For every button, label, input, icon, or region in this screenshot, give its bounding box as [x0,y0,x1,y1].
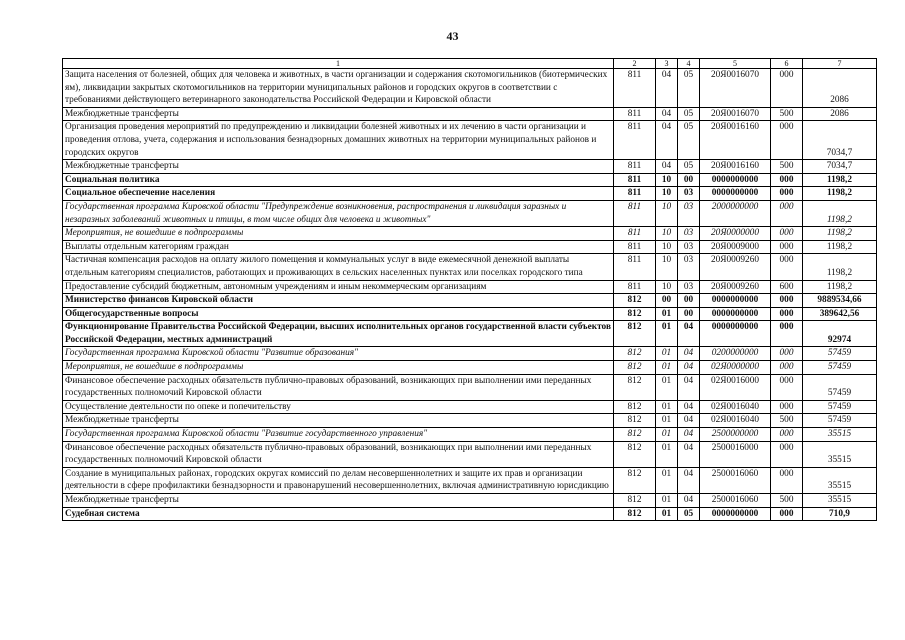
row-amount-cell: 1198,2 [803,254,877,280]
row-section-cell: 01 [656,428,678,442]
row-subsection-cell: 05 [678,107,700,121]
row-ved-cell: 812 [614,400,656,414]
table-row [63,428,877,442]
header-cell: 4 [678,59,700,69]
row-expense-type-cell: 000 [771,428,803,442]
row-section-cell: 01 [656,414,678,428]
header-cell: 5 [700,59,771,69]
row-amount-cell: 710,9 [803,507,877,521]
row-target-article-cell: 0000000000 [700,294,771,308]
row-amount-cell: 7034,7 [803,121,877,160]
row-name-cell: Защита населения от болезней, общих для человека и животных, в части организации и содержания скотомогильников (биотермических ям), ликвидации закрытых скотомогильников на территории муниципальных районов и городских округов в соответствии с требованиями действующего ветеринарного законодательства Российской Федерации и Кировской области [63,69,614,108]
row-expense-type-cell: 000 [771,467,803,493]
table-row [63,121,877,160]
row-amount-cell: 7034,7 [803,160,877,174]
row-amount-cell: 1198,2 [803,227,877,241]
row-ved-cell: 811 [614,160,656,174]
row-subsection-cell: 03 [678,227,700,241]
table-body [63,59,877,521]
row-amount-cell: 1198,2 [803,280,877,294]
row-ved-cell: 811 [614,173,656,187]
row-target-article-cell: 0000000000 [700,173,771,187]
row-target-article-cell: 2500016000 [700,441,771,467]
row-subsection-cell: 05 [678,507,700,521]
row-amount-cell: 389642,56 [803,307,877,321]
row-subsection-cell: 03 [678,187,700,201]
row-name-cell: Мероприятия, не вошедшие в подпрограммы [63,361,614,375]
row-section-cell: 01 [656,400,678,414]
row-amount-cell: 1198,2 [803,187,877,201]
row-name-cell: Государственная программа Кировской области "Развитие государственного управления" [63,428,614,442]
row-section-cell: 01 [656,347,678,361]
row-section-cell: 00 [656,294,678,308]
row-amount-cell: 57459 [803,414,877,428]
row-subsection-cell: 00 [678,173,700,187]
row-section-cell: 04 [656,160,678,174]
row-subsection-cell: 03 [678,200,700,226]
row-target-article-cell: 0000000000 [700,307,771,321]
row-section-cell: 10 [656,187,678,201]
row-target-article-cell: 20Я0016070 [700,107,771,121]
row-expense-type-cell: 500 [771,107,803,121]
row-name-cell: Финансовое обеспечение расходных обязательств публично-правовых образований, возникающих при выполнении ими переданных государственных полномочий Кировской области [63,441,614,467]
row-name-cell: Социальное обеспечение населения [63,187,614,201]
row-section-cell: 01 [656,321,678,347]
row-target-article-cell: 20Я0009000 [700,240,771,254]
row-name-cell: Организация проведения мероприятий по предупреждению и ликвидации болезней животных и их лечению в части организации и проведения отлова, учета, содержания и использования безнадзорных домашних животных на территории муниципальных районов и городских округов [63,121,614,160]
table-row [63,321,877,347]
row-name-cell: Государственная программа Кировской области "Развитие образования" [63,347,614,361]
row-ved-cell: 812 [614,321,656,347]
row-ved-cell: 812 [614,347,656,361]
row-target-article-cell: 20Я0016070 [700,69,771,108]
row-expense-type-cell: 000 [771,294,803,308]
row-expense-type-cell: 000 [771,507,803,521]
row-ved-cell: 811 [614,254,656,280]
row-expense-type-cell: 000 [771,400,803,414]
page-number: 43 [446,29,459,43]
row-ved-cell: 811 [614,107,656,121]
row-target-article-cell: 02Я0000000 [700,361,771,375]
table-row [63,400,877,414]
row-target-article-cell: 20Я0009260 [700,280,771,294]
row-target-article-cell: 02Я0016000 [700,374,771,400]
row-amount-cell: 1198,2 [803,240,877,254]
row-target-article-cell: 02Я0016040 [700,400,771,414]
table-row [63,441,877,467]
row-ved-cell: 812 [614,507,656,521]
row-subsection-cell: 03 [678,254,700,280]
row-ved-cell: 812 [614,441,656,467]
table-row [63,361,877,375]
row-subsection-cell: 05 [678,121,700,160]
row-target-article-cell: 2500016060 [700,467,771,493]
row-ved-cell: 811 [614,280,656,294]
table-row [63,494,877,508]
row-subsection-cell: 04 [678,467,700,493]
row-expense-type-cell: 000 [771,321,803,347]
row-ved-cell: 812 [614,467,656,493]
row-amount-cell: 35515 [803,467,877,493]
row-subsection-cell: 04 [678,494,700,508]
row-amount-cell: 57459 [803,374,877,400]
row-amount-cell: 2086 [803,69,877,108]
row-name-cell: Межбюджетные трансферты [63,160,614,174]
row-subsection-cell: 05 [678,160,700,174]
row-amount-cell: 57459 [803,361,877,375]
budget-table [62,58,877,521]
row-ved-cell: 811 [614,227,656,241]
row-ved-cell: 812 [614,307,656,321]
row-name-cell: Частичная компенсация расходов на оплату жилого помещения и коммунальных услуг в виде ежемесячной денежной выплаты отдельным категориям специалистов, работающих и проживающих в сельских населенных пунктах или поселках городского типа [63,254,614,280]
row-amount-cell: 35515 [803,441,877,467]
row-name-cell: Межбюджетные трансферты [63,414,614,428]
row-expense-type-cell: 000 [771,227,803,241]
row-name-cell: Предоставление субсидий бюджетным, автономным учреждениям и иным некоммерческим организациям [63,280,614,294]
row-subsection-cell: 03 [678,240,700,254]
row-expense-type-cell: 000 [771,187,803,201]
table-row [63,347,877,361]
row-expense-type-cell: 000 [771,240,803,254]
row-section-cell: 10 [656,240,678,254]
row-target-article-cell: 20Я0009260 [700,254,771,280]
row-subsection-cell: 04 [678,400,700,414]
row-expense-type-cell: 500 [771,414,803,428]
header-cell: 1 [63,59,614,69]
table-row [63,227,877,241]
row-target-article-cell: 0000000000 [700,321,771,347]
row-amount-cell: 35515 [803,428,877,442]
table-row [63,173,877,187]
row-amount-cell: 1198,2 [803,173,877,187]
table-row [63,467,877,493]
row-expense-type-cell: 000 [771,361,803,375]
table-row [63,254,877,280]
row-expense-type-cell: 500 [771,160,803,174]
row-name-cell: Создание в муниципальных районах, городских округах комиссий по делам несовершеннолетних и защите их прав и организации деятельности в сфере профилактики безнадзорности и правонарушений несовершеннолетних, включая административную юрисдикцию [63,467,614,493]
row-name-cell: Межбюджетные трансферты [63,494,614,508]
row-section-cell: 01 [656,307,678,321]
row-expense-type-cell: 000 [771,374,803,400]
row-subsection-cell: 04 [678,321,700,347]
row-expense-type-cell: 000 [771,441,803,467]
table-row [63,200,877,226]
row-section-cell: 01 [656,494,678,508]
row-ved-cell: 811 [614,240,656,254]
row-section-cell: 10 [656,173,678,187]
row-name-cell: Межбюджетные трансферты [63,107,614,121]
header-row [63,59,877,69]
row-target-article-cell: 0000000000 [700,187,771,201]
row-target-article-cell: 0000000000 [700,507,771,521]
row-expense-type-cell: 000 [771,173,803,187]
row-subsection-cell: 00 [678,307,700,321]
row-ved-cell: 811 [614,121,656,160]
row-section-cell: 01 [656,361,678,375]
row-section-cell: 10 [656,200,678,226]
row-expense-type-cell: 000 [771,254,803,280]
row-name-cell: Мероприятия, не вошедшие в подпрограммы [63,227,614,241]
table-row [63,187,877,201]
row-amount-cell: 92974 [803,321,877,347]
row-name-cell: Осуществление деятельности по опеке и попечительству [63,400,614,414]
row-name-cell: Функционирование Правительства Российской Федерации, высших исполнительных органов государственной власти субъектов Российской Федерации, местных администраций [63,321,614,347]
row-target-article-cell: 20Я0000000 [700,227,771,241]
row-section-cell: 01 [656,374,678,400]
row-expense-type-cell: 000 [771,347,803,361]
header-cell: 6 [771,59,803,69]
row-name-cell: Социальная политика [63,173,614,187]
row-ved-cell: 812 [614,294,656,308]
table-row [63,294,877,308]
row-target-article-cell: 02Я0016040 [700,414,771,428]
row-target-article-cell: 2500016060 [700,494,771,508]
row-section-cell: 04 [656,107,678,121]
header-cell: 7 [803,59,877,69]
row-expense-type-cell: 500 [771,494,803,508]
row-section-cell: 01 [656,467,678,493]
row-amount-cell: 35515 [803,494,877,508]
row-ved-cell: 811 [614,187,656,201]
row-target-article-cell: 20Я0016160 [700,160,771,174]
table-row [63,69,877,108]
row-section-cell: 01 [656,507,678,521]
row-subsection-cell: 04 [678,347,700,361]
table-row [63,280,877,294]
header-cell: 2 [614,59,656,69]
row-target-article-cell: 2500000000 [700,428,771,442]
row-section-cell: 10 [656,227,678,241]
row-ved-cell: 811 [614,200,656,226]
row-subsection-cell: 04 [678,428,700,442]
row-section-cell: 10 [656,280,678,294]
row-name-cell: Министерство финансов Кировской области [63,294,614,308]
table-row [63,414,877,428]
row-subsection-cell: 04 [678,441,700,467]
row-expense-type-cell: 000 [771,121,803,160]
row-subsection-cell: 05 [678,69,700,108]
row-subsection-cell: 00 [678,294,700,308]
row-name-cell: Судебная система [63,507,614,521]
row-subsection-cell: 03 [678,280,700,294]
row-target-article-cell: 0200000000 [700,347,771,361]
row-subsection-cell: 04 [678,374,700,400]
row-ved-cell: 812 [614,494,656,508]
row-ved-cell: 811 [614,69,656,108]
table-row [63,160,877,174]
row-target-article-cell: 2000000000 [700,200,771,226]
row-expense-type-cell: 600 [771,280,803,294]
row-amount-cell: 1198,2 [803,200,877,226]
row-ved-cell: 812 [614,361,656,375]
table-row [63,240,877,254]
row-expense-type-cell: 000 [771,69,803,108]
row-name-cell: Выплаты отдельным категориям граждан [63,240,614,254]
row-expense-type-cell: 000 [771,307,803,321]
row-name-cell: Государственная программа Кировской области "Предупреждение возникновения, распространения и ликвидация заразных и незаразных заболеваний животных и птицы, в том числе общих для человека и животных" [63,200,614,226]
row-subsection-cell: 04 [678,414,700,428]
table-row [63,307,877,321]
row-amount-cell: 9889534,66 [803,294,877,308]
row-section-cell: 04 [656,121,678,160]
row-ved-cell: 812 [614,414,656,428]
row-amount-cell: 57459 [803,400,877,414]
row-section-cell: 10 [656,254,678,280]
header-cell: 3 [656,59,678,69]
row-target-article-cell: 20Я0016160 [700,121,771,160]
table-row [63,374,877,400]
row-expense-type-cell: 000 [771,200,803,226]
row-subsection-cell: 04 [678,361,700,375]
row-name-cell: Общегосударственные вопросы [63,307,614,321]
row-ved-cell: 812 [614,428,656,442]
row-amount-cell: 57459 [803,347,877,361]
row-name-cell: Финансовое обеспечение расходных обязательств публично-правовых образований, возникающих при выполнении ими переданных государственных полномочий Кировской области [63,374,614,400]
table-row [63,507,877,521]
table-row [63,107,877,121]
row-ved-cell: 812 [614,374,656,400]
row-amount-cell: 2086 [803,107,877,121]
row-section-cell: 01 [656,441,678,467]
row-section-cell: 04 [656,69,678,108]
